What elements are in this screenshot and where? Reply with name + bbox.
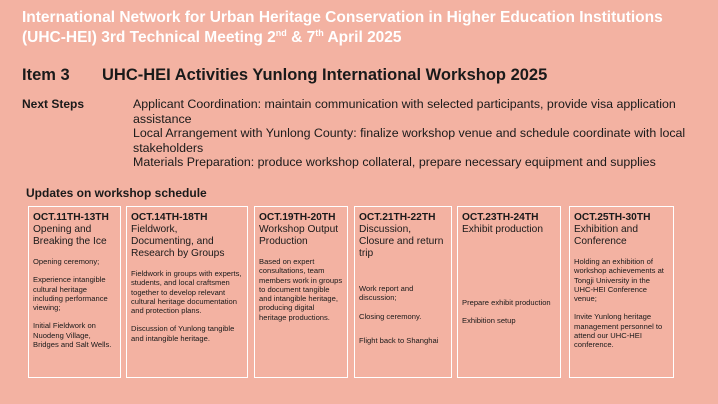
card-title: Exhibit production (462, 224, 543, 235)
card-body: Holding an exhibition of workshop achievements at Tongji University in the UHC-HEI Conference venue; Invite Yunlong heritage management personnel to attend our UHC-HEI conference. (574, 257, 664, 350)
card-date: OCT.25TH-30TH (574, 212, 651, 223)
next-step-item: Materials Preparation: produce workshop collateral, prepare necessary equipment and supplies (133, 155, 656, 170)
card-body: Fieldwork in groups with experts, students, and local craftsmen together to develop relevant cultural heritage documentation and protection plans. Discussion of Yunlong tangible and intangible heritage. (131, 269, 242, 343)
card-body: Opening ceremony; Experience intangible cultural heritage including performance viewing; Initial Fieldwork on Nuodeng Village, Bridges and Salt Wells. (33, 257, 112, 350)
card-date: OCT.14TH-18TH (131, 212, 208, 223)
card-body: Work report and discussion; Closing ceremony. Flight back to Shanghai (359, 284, 439, 345)
schedule-card-5 (457, 206, 561, 378)
card-date: OCT.23TH-24TH (462, 212, 539, 223)
card-title: Discussion, Closure and return trip (359, 224, 444, 259)
next-steps-list (133, 97, 713, 170)
schedule-card-1 (28, 206, 121, 378)
schedule-card-2 (126, 206, 248, 378)
card-title: Workshop Output Production (259, 224, 339, 247)
item-title: UHC-HEI Activities Yunlong International Workshop 2025 (102, 66, 548, 84)
next-step-item: Applicant Coordination: maintain communication with selected participants, provide visa application assistance (133, 97, 676, 126)
schedule-card-3 (254, 206, 348, 378)
card-date: OCT.21TH-22TH (359, 212, 436, 223)
header-line-2: (UHC-HEI) 3rd Technical Meeting 2nd & 7th April 2025 (22, 28, 402, 46)
slide-header (22, 8, 712, 48)
schedule-card-6 (569, 206, 674, 378)
header-line-1: International Network for Urban Heritage Conservation in Higher Education Institutions (22, 9, 663, 26)
next-steps-label: Next Steps (22, 97, 85, 111)
card-date: OCT.19TH-20TH (259, 212, 336, 223)
card-title: Opening and Breaking the Ice (33, 224, 107, 247)
card-title: Exhibition and Conference (574, 224, 639, 247)
card-title: Fieldwork, Documenting, and Research by Groups (131, 224, 225, 259)
card-body: Based on expert consultations, team members work in groups to document tangible and intangible heritage, producing digital heritage productions. (259, 257, 343, 322)
next-step-item: Local Arrangement with Yunlong County: finalize workshop venue and schedule coordinate with local stakeholders (133, 126, 686, 155)
schedule-card-4 (354, 206, 452, 378)
item-heading (22, 66, 547, 85)
card-body: Prepare exhibit production Exhibition setup (462, 298, 551, 326)
card-date: OCT.11TH-13TH (33, 212, 109, 223)
item-number: Item 3 (22, 66, 70, 84)
updates-label: Updates on workshop schedule (26, 186, 207, 200)
